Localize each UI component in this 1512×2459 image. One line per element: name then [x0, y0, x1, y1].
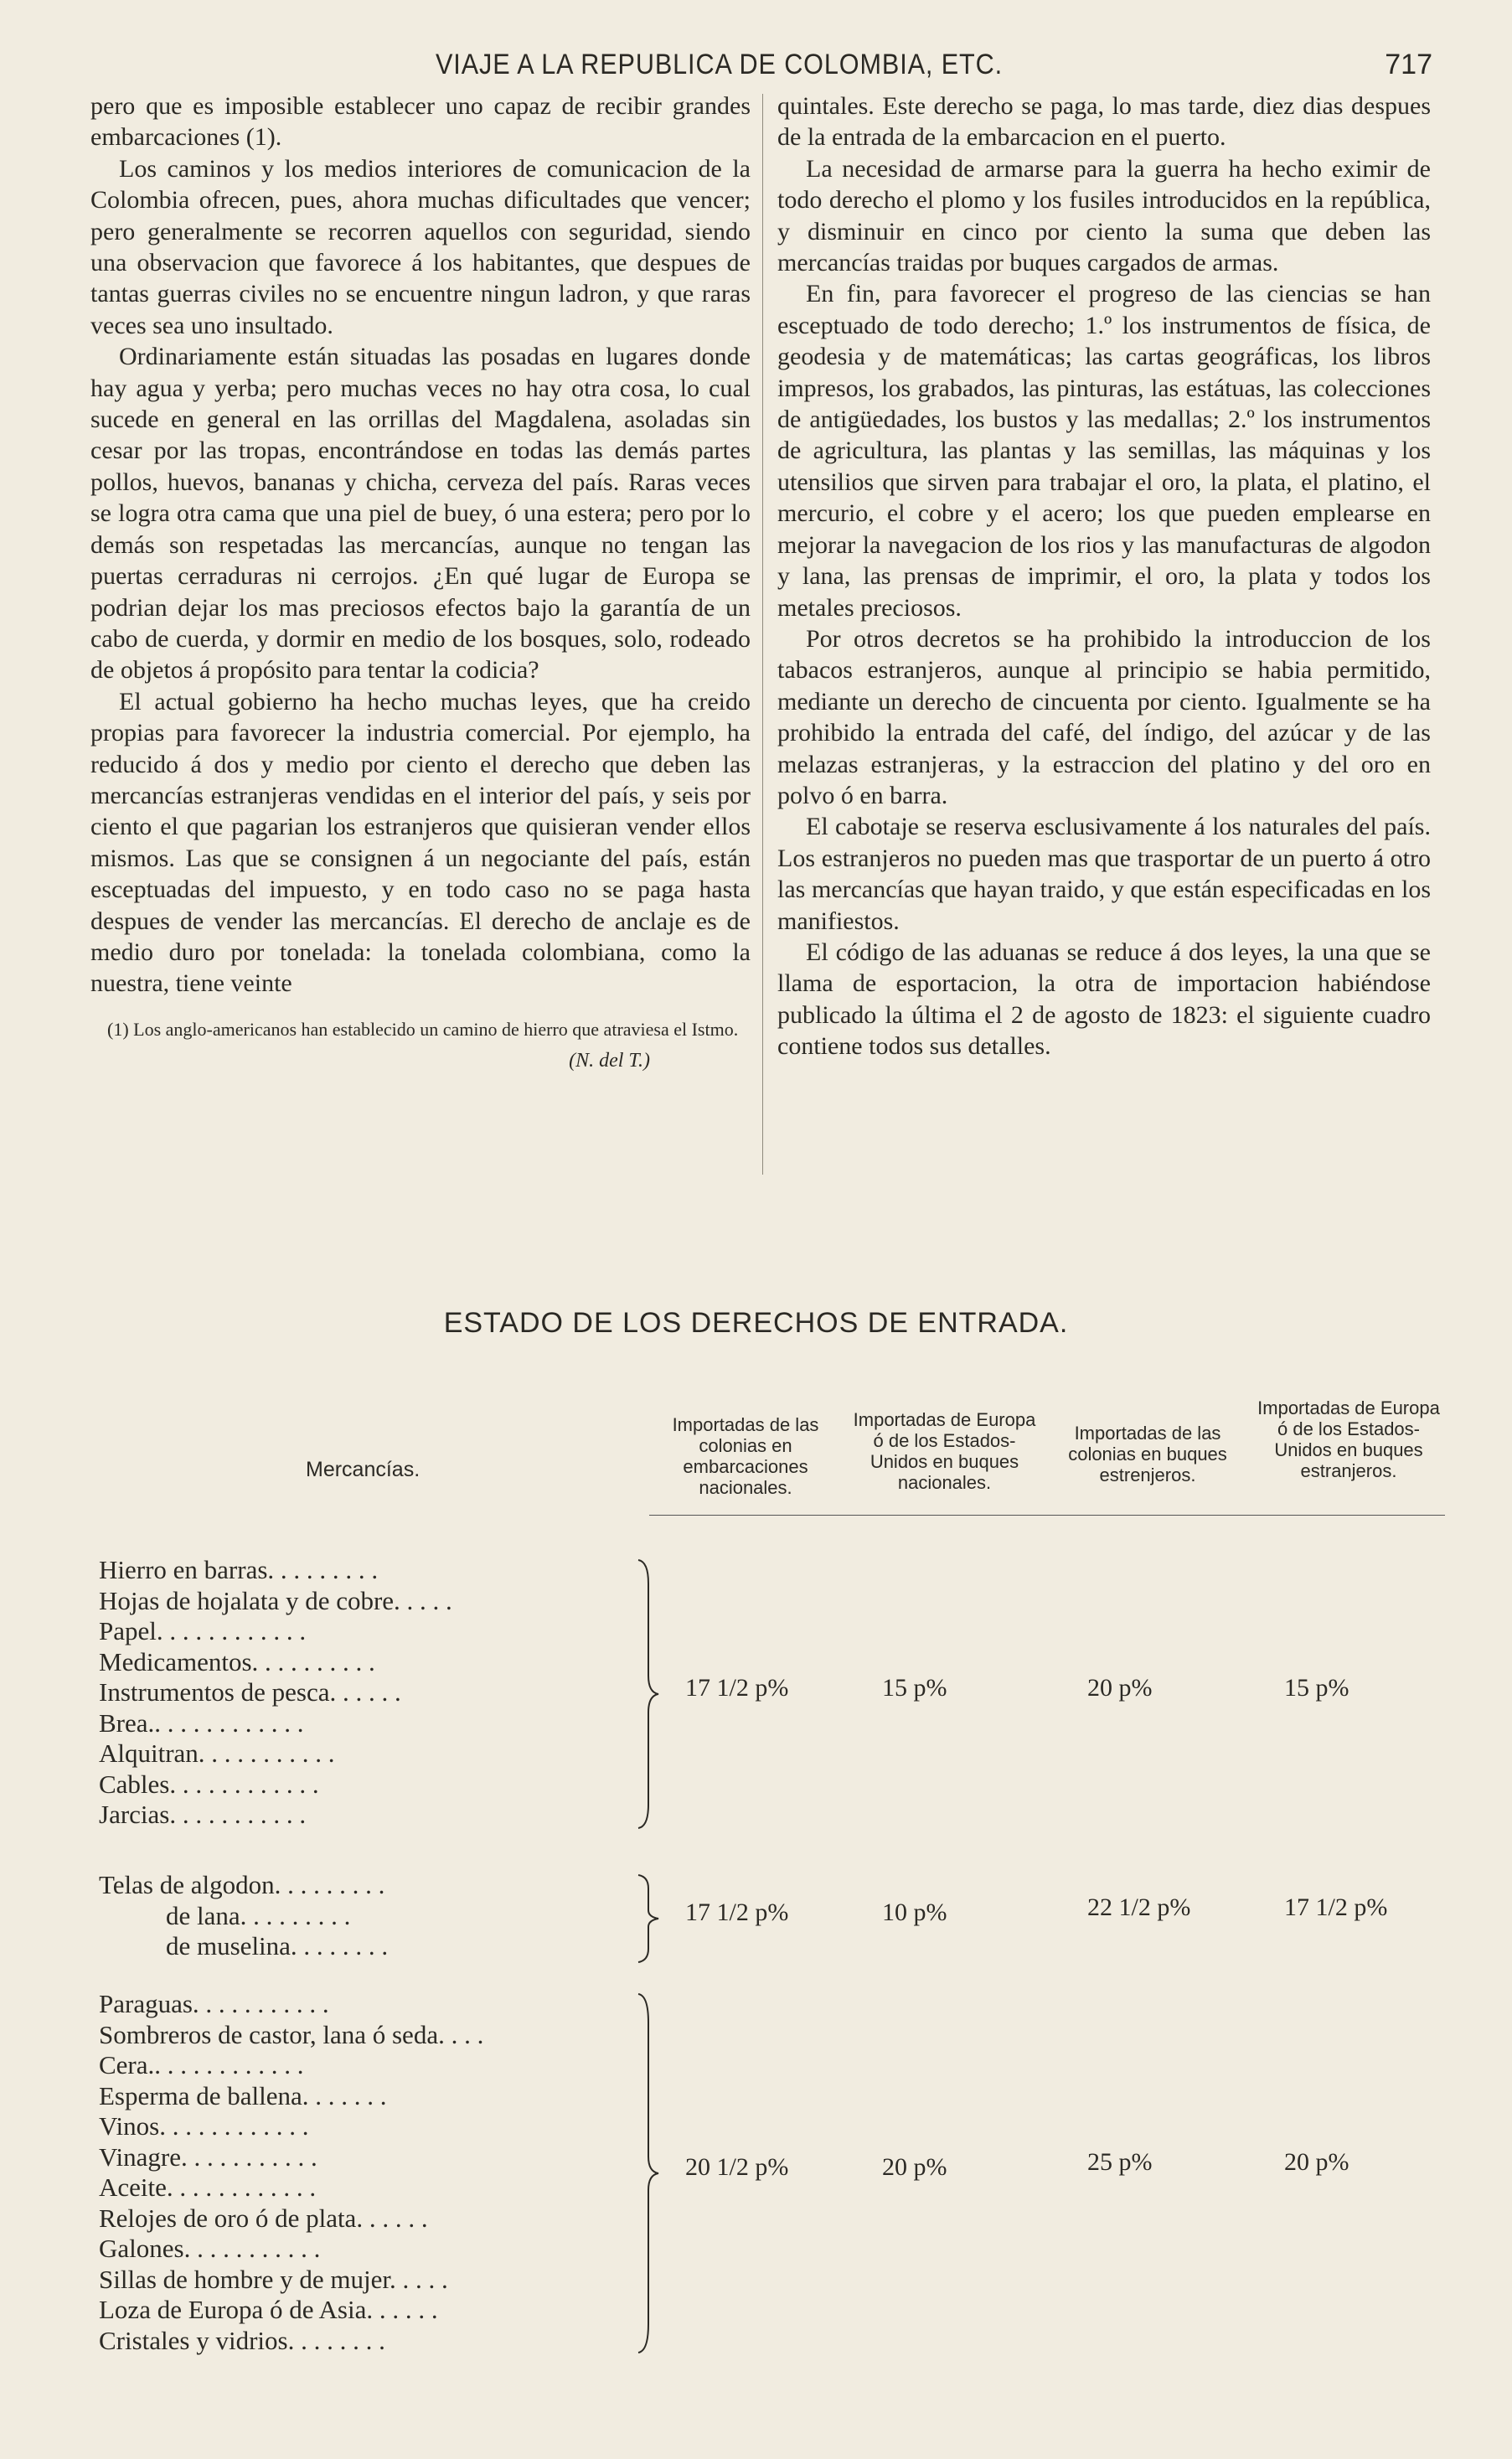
- header-rule: [649, 1515, 1445, 1516]
- table-row: Vinagre. . . . . . . . . . .: [99, 2141, 317, 2172]
- table-row: Vinos. . . . . . . . . . . .: [99, 2111, 309, 2141]
- paragraph: Por otros decretos se ha prohibido la introduccion de los tabacos estranjeros, aunque al principio se habia permitido, mediante un derecho de cincuenta por ciento. Igualmente se ha prohibido la entrada del café, del índigo, del azúcar y de las melazas estranjeras, y la estraccion del platino y del oro en polvo ó en barra.: [777, 624, 1431, 809]
- table-row: Esperma de ballena. . . . . . .: [99, 2080, 387, 2110]
- footnote-signature: (N. del T.): [569, 1049, 650, 1072]
- table-row: Hierro en barras. . . . . . . . .: [99, 1555, 379, 1584]
- rate-col2: 10 p%: [882, 1898, 947, 1926]
- table-row: de lana. . . . . . . . .: [166, 1900, 351, 1930]
- table-row: Paraguas. . . . . . . . . . .: [99, 1989, 329, 2018]
- header-mercancias: Mercancías.: [306, 1458, 421, 1481]
- table-title: ESTADO DE LOS DERECHOS DE ENTRADA.: [443, 1307, 1069, 1339]
- page-number: 717: [1385, 49, 1432, 80]
- rate-col4: 20 p%: [1284, 2148, 1349, 2176]
- table-row: Sillas de hombre y de mujer. . . . .: [99, 2264, 448, 2294]
- left-column: [90, 90, 751, 1077]
- table-row: Jarcias. . . . . . . . . . .: [99, 1800, 307, 1829]
- brace-icon: [635, 1558, 660, 1830]
- footnote: (1) Los anglo-americanos han establecido un camino de hierro que atraviesa el Istmo.: [107, 1018, 739, 1040]
- running-title: VIAJE A LA REPUBLICA DE COLOMBIA, ETC.: [436, 49, 1004, 80]
- table-row: Telas de algodon. . . . . . . . .: [99, 1870, 385, 1899]
- rate-col2: 20 p%: [882, 2153, 947, 2181]
- rate-col4: 15 p%: [1284, 1674, 1349, 1702]
- table-row: Cristales y vidrios. . . . . . . .: [99, 2325, 385, 2355]
- paragraph: quintales. Este derecho se paga, lo mas tarde, diez dias despues de la entrada de la embarcacion en el puerto.: [777, 92, 1431, 152]
- rate-col3: 20 p%: [1087, 1674, 1153, 1702]
- header-col4: Importadas de Europa ó de los Estados-Unidos en buques estranjeros.: [1257, 1397, 1440, 1481]
- table-row: Instrumentos de pesca. . . . . .: [99, 1677, 401, 1707]
- table-row: Relojes de oro ó de plata. . . . . .: [99, 2203, 428, 2233]
- right-column: [777, 90, 1431, 1062]
- paragraph: Ordinariamente están situadas las posadas en lugares donde hay agua y yerba; pero muchas veces no hay otra cosa, lo cual sucede en general en las orrillas del Magdalena, asoladas sin cesar por las tropas, encontrándose en todas las demás partes pollos, huevos, bananas y chicha, cerveza del país. Raras veces se logra otra cama que una piel de buey, ó una estera; pero por lo demás son respetadas las mercancías, aunque no tengan las puertas cerraduras ni cerrojos. ¿En qué lugar de Europa se podrian dejar los mas preciosos efectos bajo la garantía de un cabo de cuerda, y dormir en medio de los bosques, solo, rodeado de objetos á propósito para tentar la codicia?: [90, 343, 751, 684]
- brace-icon: [635, 1992, 660, 2354]
- column-divider: [762, 94, 763, 1175]
- paragraph: Los caminos y los medios interiores de comunicacion de la Colombia ofrecen, pues, ahora muchas dificultades que vencer; pero generalmente se recorren aquellos con seguridad, siendo una observacion que favorece á los habitantes, que despues de tantas guerras civiles no se encuentre ningun ladron, y que raras veces sea uno insultado.: [90, 154, 751, 339]
- table-row: Cera.. . . . . . . . . . . .: [99, 2050, 304, 2079]
- group-items: [99, 1989, 635, 2356]
- header-col3: Importadas de las colonias en buques estrenjeros.: [1068, 1423, 1227, 1485]
- table-row: Alquitran. . . . . . . . . . .: [99, 1738, 335, 1768]
- page-header: [92, 49, 1432, 87]
- rate-col2: 15 p%: [882, 1674, 947, 1702]
- table-row: Medicamentos. . . . . . . . . .: [99, 1646, 375, 1676]
- group-items: [99, 1555, 635, 1831]
- table-row: de muselina. . . . . . . .: [166, 1931, 389, 1960]
- table-row: Papel. . . . . . . . . . . .: [99, 1616, 307, 1645]
- header-col1: Importadas de las colonias en embarcaciones nacionales.: [672, 1414, 819, 1498]
- rate-col1: 20 1/2 p%: [685, 2153, 789, 2181]
- paragraph: El cabotaje se reserva esclusivamente á los naturales del país. Los estranjeros no pueden mas que trasportar de un puerto á otro las mercancías que hayan traido, y que están especificadas en los manifiestos.: [777, 813, 1431, 935]
- paragraph: pero que es imposible establecer uno capaz de recibir grandes embarcaciones (1).: [90, 92, 751, 152]
- table-row: Aceite. . . . . . . . . . . .: [99, 2172, 317, 2202]
- table-row: Loza de Europa ó de Asia. . . . . .: [99, 2295, 438, 2324]
- table-row: Brea.. . . . . . . . . . . .: [99, 1707, 304, 1738]
- table-row: Galones. . . . . . . . . . .: [99, 2234, 321, 2263]
- rate-col1: 17 1/2 p%: [685, 1898, 789, 1926]
- table-row: Sombreros de castor, lana ó seda. . . .: [99, 2019, 484, 2049]
- rate-col3: 25 p%: [1087, 2148, 1153, 2176]
- table-row: Hojas de hojalata y de cobre. . . . .: [99, 1585, 452, 1615]
- rate-col4: 17 1/2 p%: [1284, 1893, 1388, 1921]
- group-items: [99, 1870, 635, 1962]
- table-header: [92, 1391, 1440, 1516]
- brace-icon: [635, 1873, 660, 1964]
- paragraph: El actual gobierno ha hecho muchas leyes, que ha creido propias para favorecer la industria comercial. Por ejemplo, ha reducido á dos y medio por ciento el derecho que deben las mercancías estranjeras vendidas en el interior del país, y seis por ciento el que pagarian los estranjeros que quisieran vender ellos mismos. Las que se consignen á un negociante del país, están esceptuadas del impuesto, y en todo caso no se paga hasta despues de vender las mercancías. El derecho de anclaje es de medio duro por tonelada: la tonelada colombiana, como la nuestra, tiene veinte: [90, 687, 751, 998]
- paragraph: En fin, para favorecer el progreso de las ciencias se han esceptuado de todo derecho; 1.º los instrumentos de física, de geodesia y de matemáticas; las cartas geográficas, los libros impresos, los grabados, las pinturas, las estátuas, las colecciones de antigüedades, los bustos y las medallas; 2.º los instrumentos de agricultura, las plantas y las semillas, las máquinas y los utensilios que sirven para trabajar el oro, la plata, el platino, el mercurio, el cobre y el acero; los que pueden emplearse en mejorar la navegacion de los rios y las manufacturas de algodon y lana, las prensas de imprimir, el oro, la plata y todos los metales preciosos.: [777, 280, 1431, 622]
- rate-col3: 22 1/2 p%: [1087, 1893, 1191, 1921]
- rate-col1: 17 1/2 p%: [685, 1674, 789, 1702]
- paragraph: El código de las aduanas se reduce á dos leyes, la una que se llama de esportacion, la otra de importacion habiéndose publicado la última el 2 de agosto de 1823: el siguiente cuadro contiene todos sus detalles.: [777, 938, 1431, 1061]
- header-col2: Importadas de Europa ó de los Estados-Unidos en buques nacionales.: [853, 1409, 1036, 1493]
- paragraph: La necesidad de armarse para la guerra ha hecho eximir de todo derecho el plomo y los fusiles introducidos en la república, y disminuir en cinco por ciento la suma que deben las mercancías traidas por buques cargados de armas.: [777, 154, 1431, 277]
- table-row: Cables. . . . . . . . . . . .: [99, 1769, 319, 1799]
